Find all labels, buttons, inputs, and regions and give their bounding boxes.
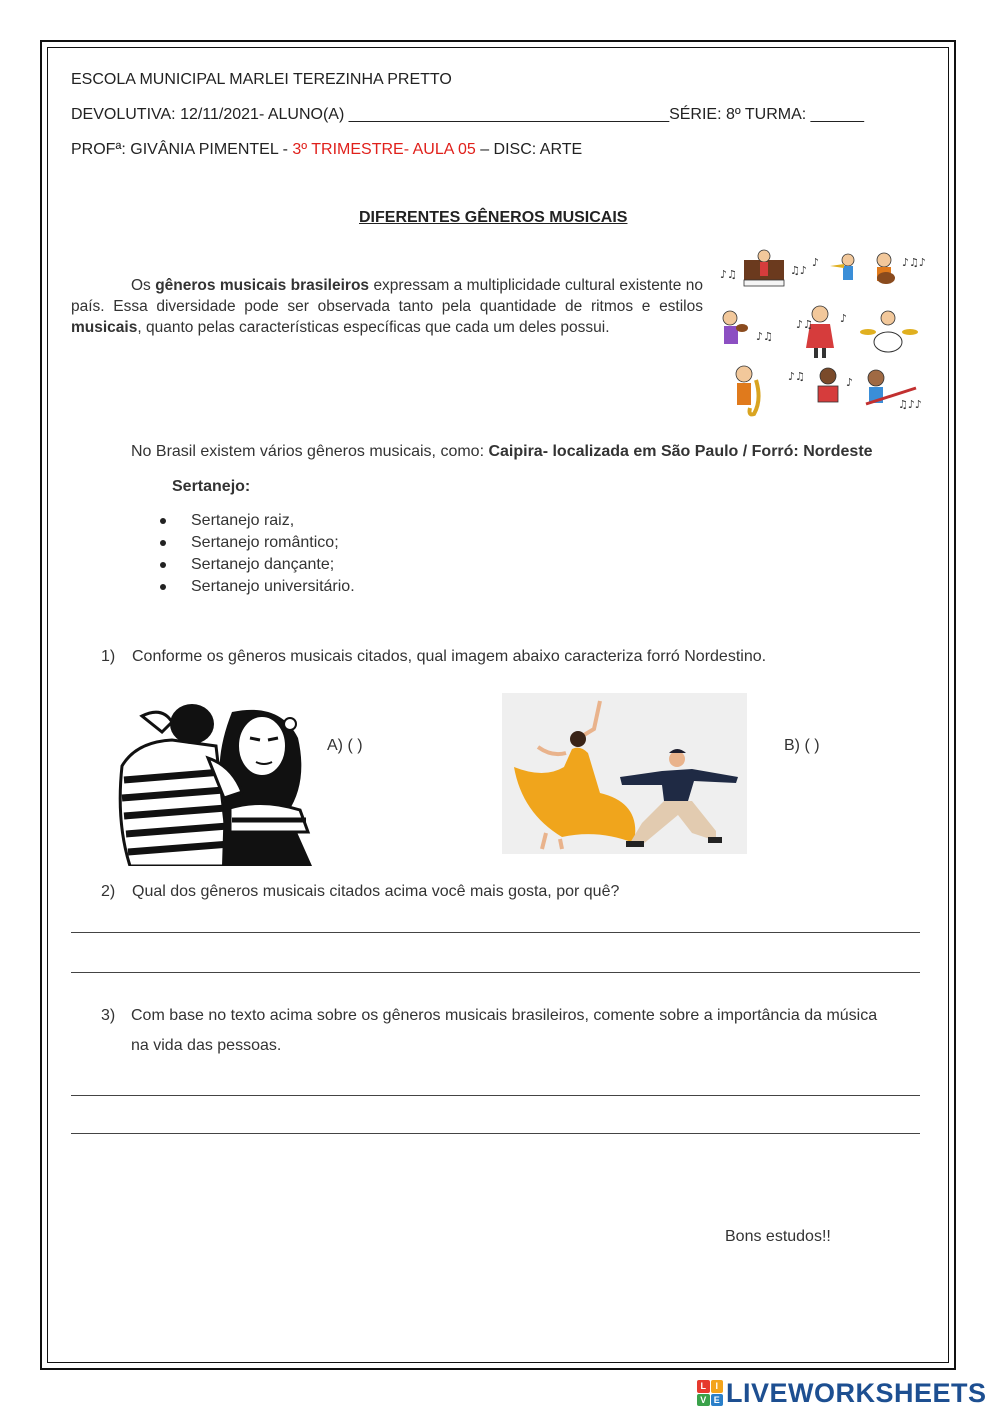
svg-text:♪♫: ♪♫ [796,318,813,331]
svg-text:♪: ♪ [812,256,820,269]
discipline: – DISC: ARTE [475,141,583,158]
svg-text:♪♫♪: ♪♫♪ [902,256,926,269]
guitar-child-figure [877,253,895,284]
dancing-couple-image [502,693,747,854]
liveworksheets-logo[interactable] [697,1378,987,1408]
svg-text:♫♪♪: ♫♪♪ [898,398,922,411]
teacher-line [71,141,582,159]
trumpet-child-figure [830,254,854,280]
svg-text:♫♪: ♫♪ [790,264,807,277]
option-b-checkbox[interactable]: B) ( ) [784,737,820,754]
question-2-number: 2) [101,883,116,900]
singer-child-figure [806,306,834,358]
intro-paragraph: Os gêneros musicais brasileiros expressam a multiplicidade cultural existente no país. Essa diversidade pode ser observada tanto pela quantidade de ritmos e estilos musicais, quanto pelas características específicas que cada um deles possui. [71,277,703,336]
question-1-number: 1) [101,648,116,665]
piano-child-figure [744,250,784,286]
svg-text:♪♫: ♪♫ [788,370,805,383]
answer-line-q3-1[interactable] [71,1095,920,1096]
closing-message: Bons estudos!! [725,1228,831,1245]
liveworksheets-logo-icon: L I V E [697,1380,723,1406]
answer-line-q2-1[interactable] [71,932,920,933]
answer-line-q2-2[interactable] [71,972,920,973]
brazil-genres-line: No Brasil existem vários gêneros musicais, como: Caipira- localizada em São Paulo / Forró: Nordeste [131,443,873,460]
children-musicians-illustration [716,248,930,426]
sertanejo-list [160,510,355,598]
question-3-text-line2: na vida das pessoas. [131,1037,282,1054]
list-item: Sertanejo dançante; [160,554,355,576]
list-item: Sertanejo universitário. [160,576,355,598]
drum-kit-figure [860,311,918,352]
question-2-text: Qual dos gêneros musicais citados acima você mais gosta, por quê? [132,883,620,900]
school-name: ESCOLA MUNICIPAL MARLEI TEREZINHA PRETTO [71,71,452,88]
question-1-text: Conforme os gêneros musicais citados, qual imagem abaixo caracteriza forró Nordestino. [132,648,767,665]
student-line: DEVOLUTIVA: 12/11/2021- ALUNO(A) ____________________________________SÉRIE: 8º TURMA: ______ [71,106,865,123]
trimester-highlight: 3º TRIMESTRE- AULA 05 [292,141,476,158]
forro-couple-woodcut-image [112,702,316,866]
svg-text:♪: ♪ [846,376,854,389]
list-item: Sertanejo raiz, [160,510,355,532]
liveworksheets-logo-text: LIVEWORKSHEETS [726,1377,987,1408]
svg-text:♪♫: ♪♫ [756,330,773,343]
saxophone-child-figure [736,366,759,414]
violin-child-figure [723,311,748,344]
question-3-text-line1: Com base no texto acima sobre os gêneros musicais brasileiros, comente sobre a importância da música [131,1007,878,1024]
question-3-number: 3) [101,1007,116,1024]
page-title: DIFERENTES GÊNEROS MUSICAIS [359,209,628,226]
answer-line-q3-2[interactable] [71,1133,920,1134]
option-a-checkbox[interactable]: A) ( ) [327,737,363,754]
svg-text:♪: ♪ [840,312,848,325]
teacher-name: PROFª: GIVÂNIA PIMENTEL - [71,141,293,158]
caipira-forro-text: Caipira- localizada em São Paulo / Forró: Nordeste [488,443,873,460]
list-item: Sertanejo romântico; [160,532,355,554]
accordion-child-figure [818,368,838,402]
svg-text:♪♫: ♪♫ [720,268,737,281]
sertanejo-heading: Sertanejo: [172,478,251,495]
